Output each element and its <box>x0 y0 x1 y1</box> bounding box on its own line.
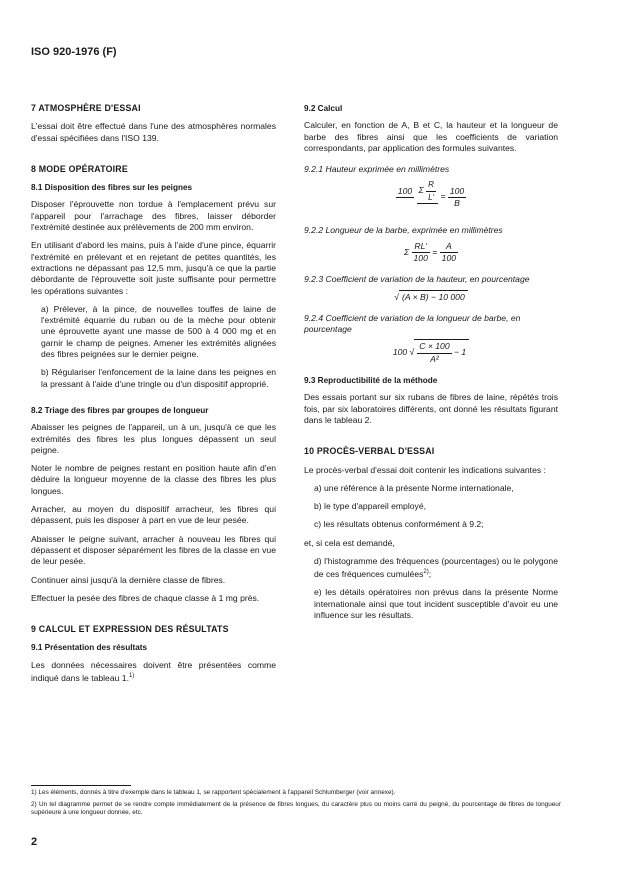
section-9-1-paragraph: Les données nécessaires doivent être présentées comme indiqué dans le tableau 1.$^{1)}$ <box>31 659 276 683</box>
formula-height: 100 Σ $\frac{R}{L'}$ = $\frac{100}{B}$ <box>397 180 465 208</box>
section-8-2-paragraph-2: Noter le nombre de peignes restant en position haute afin d'en déduire la longueur moyenne de la classe des fibres les plus longues. <box>31 463 276 496</box>
section-10-item-b: b) le type d'appareil employé, <box>314 501 426 512</box>
section-10-conditional: et, si cela est demandé, <box>304 537 395 548</box>
formula-9-2-1-title: 9.2.1 Hauteur exprimée en millimètres <box>304 164 450 175</box>
footnote-ref-2: 2) <box>423 569 429 576</box>
section-9-3-title: 9.3 Reproductibilité de la méthode <box>304 376 438 386</box>
formula-9-2-3-title: 9.2.3 Coefficient de variation de la hauteur, en pourcentage <box>304 274 530 285</box>
formula-9-2-2-title: 9.2.2 Longueur de la barbe, exprimée en millimètres <box>304 225 503 236</box>
formula-cv-height: √ (A × B) − 10 000 <box>304 290 558 303</box>
section-8-1-item-a: a) Prélever, à la pince, de nouvelles touffes de laine de l'extrémité équarrie du ruban ou de la mèche pour obtenir une éprouvette ayant une masse de 500 à 4 000 mg et en garnir le champ de peignes. Amener les extrémités alignées des fibres peignées sur le dernier peigne. <box>41 303 276 360</box>
section-9-1-title: 9.1 Présentation des résultats <box>31 643 148 653</box>
section-10-item-c: c) les résultats obtenus conformément à 9.2; <box>314 519 484 530</box>
footnote-ref-1: 1) <box>128 672 135 679</box>
section-10-item-d: d) l'histogramme des fréquences (pourcentages) ou le polygone de ces fréquences cumulées$^{2)}$; <box>314 556 558 580</box>
footnote-2: 2) Un tel diagramme permet de se rendre compte immédiatement de la présence de fibres longues, du caractère plus ou moins carré du peigné, du pourcentage de fibres de longueur supérieure à une longueur donnée, etc. <box>31 800 561 816</box>
section-8-2-paragraph-4: Abaisser le peigne suivant, arracher à nouveau les fibres qui dépassent et disposer séparément les fibres de la classe en vue de leur pesée. <box>31 533 276 567</box>
section-8-title: 8 MODE OPÉRATOIRE <box>31 163 128 174</box>
footnotes <box>31 785 561 821</box>
right-column <box>304 103 558 628</box>
section-10-paragraph: Le procès-verbal d'essai doit contenir les indications suivantes : <box>304 464 546 475</box>
section-8-1-paragraph-1: Disposer l'éprouvette non tordue à l'emplacement prévu sur l'appareil pour l'arrachage des fibres, laisser déborder l'extrémité destinée aux prélèvements de 200 mm environ. <box>31 199 276 233</box>
formula-beard-length: Σ $\frac{RL'}{100}$ = $\frac{A}{100}$ <box>403 240 457 263</box>
section-8-1-paragraph-2: En utilisant d'abord les mains, puis à l'aide d'une pince, équarrir l'extrémité en prélevant et en rejetant de petites quantités, les extractions ne dépassant pas 12,5 mm, jusqu'à ce que la partie débordante de l'éprouvette soit juste suffisante pour permettre les opérations suivantes : <box>31 240 276 296</box>
section-8-1-item-b: b) Régulariser l'enfoncement de la laine dans les peignes en la pressant à l'aide d'une tringle ou d'un dispositif approprié. <box>41 367 276 389</box>
section-8-2-title: 8.2 Triage des fibres par groupes de longueur <box>31 405 209 415</box>
section-9-2-paragraph: Calculer, en fonction de A, B et C, la hauteur et la longueur de barbe des fibres ainsi que les coefficients de variation correspondants, par application des formules suivantes. <box>304 120 558 153</box>
section-8-2-paragraph-3: Arracher, au moyen du dispositif arracheur, les fibres qui dépassent, puis les disposer à part en vue de leur pesée. <box>31 504 276 526</box>
section-10-title: 10 PROCÈS-VERBAL D'ESSAI <box>304 446 435 457</box>
section-7-title: 7 ATMOSPHÈRE D'ESSAI <box>31 103 141 113</box>
left-column <box>31 103 276 691</box>
section-9-title: 9 CALCUL ET EXPRESSION DES RÉSULTATS <box>31 624 229 635</box>
formula-cv-beard: 100 √ $\frac{C \times 100}{\text{A²}}$ − 1 <box>304 339 558 365</box>
section-9-2-title: 9.2 Calcul <box>304 104 343 113</box>
footnote-divider <box>31 785 131 786</box>
section-8-2-paragraph-1: Abaisser les peignes de l'appareil, un à un, jusqu'à ce que les extrémités des fibres les plus longues dépassent un seul peigne. <box>31 422 276 455</box>
section-9-3-paragraph: Des essais portant sur six rubans de fibres de laine, répétés trois fois, par six laboratoires différents, ont donné les résultats figurant dans le tableau 2. <box>304 392 558 425</box>
section-10-item-e: e) les détails opératoires non prévus dans la présente Norme internationale ainsi que tout incident susceptible d'avoir eu une influence sur les résultats. <box>314 587 558 621</box>
section-7-paragraph: L'essai doit être effectué dans l'une des atmosphères normales d'essai spécifiées dans l'ISO 139. <box>31 121 276 143</box>
section-8-1-title: 8.1 Disposition des fibres sur les peignes <box>31 183 193 193</box>
section-10-item-a: a) une référence à la présente Norme internationale, <box>314 482 514 493</box>
footnote-1: 1) Les éléments, donnés à titre d'exemple dans le tableau 1, se rapportent spécialement à l'appareil Schlumberger (voir annexe). <box>31 789 396 796</box>
formula-9-2-4-title: 9.2.4 Coefficient de variation de la longueur de barbe, en pourcentage <box>304 312 521 335</box>
section-8-2-paragraph-5: Continuer ainsi jusqu'à la dernière classe de fibres. <box>31 574 226 585</box>
document-header: ISO 920-1976 (F) <box>31 46 117 58</box>
section-8-2-paragraph-6: Effectuer la pesée des fibres de chaque classe à 1 mg près. <box>31 592 260 603</box>
page-number: 2 <box>31 836 38 848</box>
